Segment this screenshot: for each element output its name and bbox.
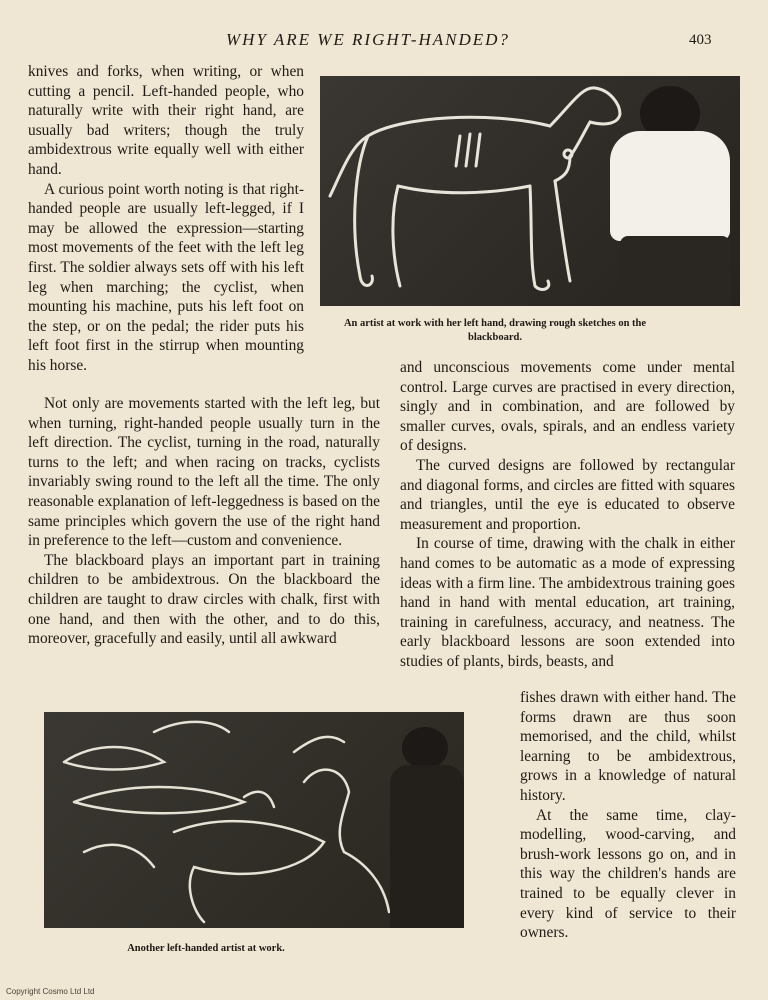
paragraph: knives and forks, when writing, or when cutting a pencil. Left-handed people, who naturally write with their right hand, are usually bad writers; though the truly ambidextrous write equally well with either hand.	[28, 63, 304, 178]
paragraph: fishes drawn with either hand. The forms drawn are thus soon memorised, and the child, whilst learning to be ambidextrous, grows in a knowledge of natural history.	[520, 689, 736, 804]
copyright-footer: Copyright Cosmo Ltd Ltd	[6, 987, 95, 996]
right-column-bottom-text	[520, 688, 736, 943]
page-header	[0, 30, 768, 54]
running-title: WHY ARE WE RIGHT-HANDED?	[226, 30, 510, 49]
caption-bottom-figure: Another left-handed artist at work.	[127, 943, 285, 954]
artist-figure	[384, 727, 464, 928]
paragraph: and unconscious movements come under mental control. Large curves are practised in every direction, singly and in combination, and are followed by smaller curves, ovals, spirals, and an endless variety of designs.	[400, 359, 735, 455]
artist-figure	[590, 86, 740, 306]
caption-top-figure: An artist at work with her left hand, drawing rough sketches on the blackboard.	[343, 318, 647, 343]
paragraph: A curious point worth noting is that right-handed people are usually left-legged, if I may be allowed the expression—starting most movements of the feet with the left leg first. The soldier always sets off with his left leg when marching; the cyclist, when mounting his machine, puts his left foot on the step, or on the pedal; the rider puts his left foot first in the stirrup when mounting his horse.	[28, 180, 304, 374]
paragraph: At the same time, clay-modelling, wood-carving, and brush-work lessons go on, and in this way the children's hands are trained to be equally clever in every kind of service to their owners.	[520, 806, 736, 942]
paragraph: In course of time, drawing with the chalk in either hand comes to be automatic as a mode of expressing ideas with a firm line. The ambidextrous training goes hand in hand with mental education, art training, training in carefulness, accuracy, and neatness. The early blackboard lessons are soon extended into studies of plants, birds, beasts, and	[400, 535, 735, 670]
paragraph: The blackboard plays an important part in training children to be ambidextrous. On the blackboard the children are taught to draw circles with chalk, first with one hand, and then with the other, and to do this, moreover, gracefully and easily, until all awkward	[28, 551, 380, 648]
paragraph: Not only are movements started with the left leg, but when turning, right-handed people usually turn in the left direction. The cyclist, turning in the road, naturally turns to the left; and when racing on tracks, cyclists invariably swing round to the left all the time. The only reasonable explanation of left-leggedness is based on the same principles which govern the use of the right hand in preference to the left—custom and convenience.	[28, 395, 380, 550]
wide-text-block	[28, 394, 380, 649]
paragraph: The curved designs are followed by rectangular and diagonal forms, and circles are fitted with squares and triangles, until the eye is educated to observe measurement and proportion.	[400, 456, 735, 533]
figure-animals-blackboard	[44, 712, 464, 928]
left-column-text	[28, 62, 304, 376]
figure-dog-blackboard	[320, 76, 740, 306]
right-column-text	[400, 358, 735, 672]
page-number: 403	[689, 32, 712, 48]
